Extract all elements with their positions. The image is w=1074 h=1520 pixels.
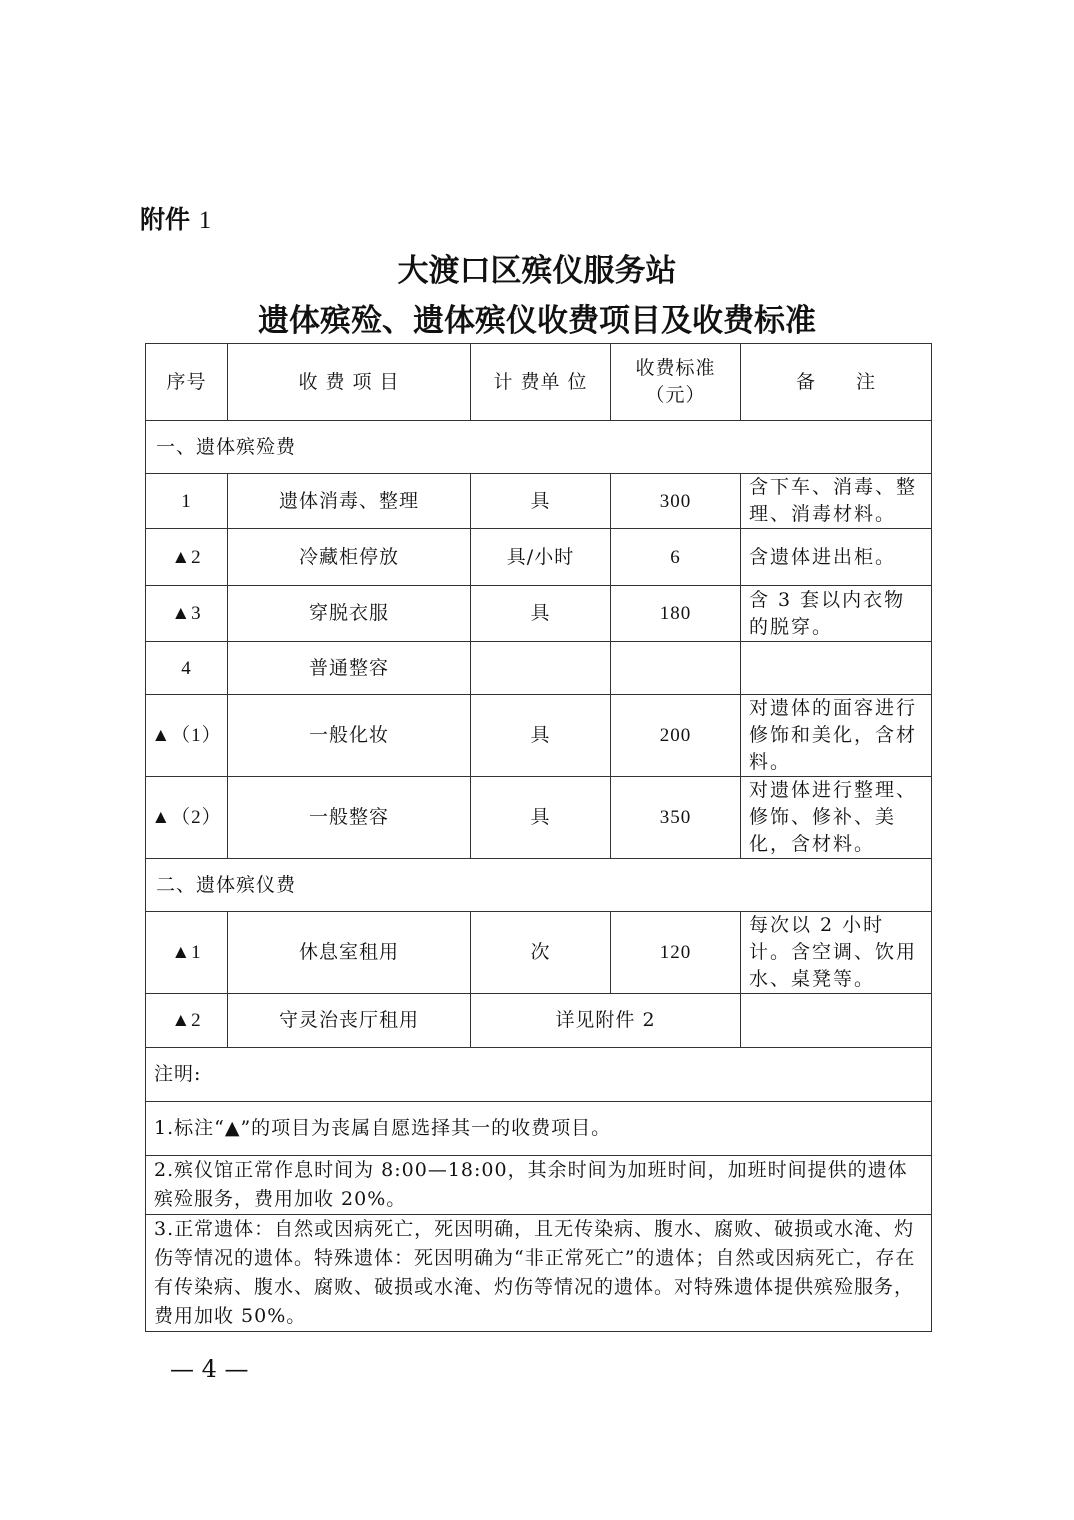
cell-no: ▲（2） [146,777,228,859]
section-heading: 二、遗体殡仪费 [146,859,932,912]
header-unit: 计 费单 位 [471,344,611,421]
cell-unit: 具 [471,695,611,777]
cell-price: 350 [611,777,741,859]
cell-unit: 具 [471,474,611,529]
attachment-label [140,200,211,236]
section-heading: 一、遗体殡殓费 [146,421,932,474]
cell-no: 4 [146,642,228,695]
note-1: 1.标注“▲”的项目为丧属自愿选择其一的收费项目。 [146,1102,932,1156]
cell-unit [471,642,611,695]
cell-price [611,642,741,695]
cell-remark [741,642,932,695]
header-remark: 备 注 [741,344,932,421]
table-row [146,642,932,695]
title-line-1: 大渡口区殡仪服务站 [397,253,677,289]
attachment-number: 1 [198,207,212,234]
header-item: 收 费 项 目 [228,344,471,421]
cell-price: 6 [611,529,741,586]
table-row [146,777,932,859]
table-row [146,912,932,994]
cell-remark: 含下车、消毒、整理、消毒材料。 [741,474,932,529]
notes-label: 注明: [146,1048,932,1102]
cell-item: 穿脱衣服 [228,586,471,642]
table-row [146,474,932,529]
cell-item: 一般整容 [228,777,471,859]
note-3: 3.正常遗体：自然或因病死亡，死因明确，且无传染病、腹水、腐败、破损或水淹、灼伤等情况的遗体。特殊遗体：死因明确为“非正常死亡”的遗体；自然或因病死亡，存在有传染病、腹水、腐败、破损或水淹、灼伤等情况的遗体。对特殊遗体提供殡殓服务，费用加收 50%。 [146,1215,932,1332]
cell-unit: 具 [471,586,611,642]
cell-remark: 对遗体的面容进行修饰和美化，含材料。 [741,695,932,777]
cell-unit: 具 [471,777,611,859]
cell-item: 普通整容 [228,642,471,695]
table-row [146,994,932,1048]
attachment-text: 附件 [140,205,191,234]
cell-remark [741,994,932,1048]
table-row [146,529,932,586]
cell-unit-price: 详见附件 2 [471,994,741,1048]
fee-table [145,343,932,1332]
cell-item: 守灵治丧厅租用 [228,994,471,1048]
cell-remark: 对遗体进行整理、修饰、修补、美化，含材料。 [741,777,932,859]
header-row [146,344,932,421]
table-row [146,695,932,777]
header-price-1: 收费标准 [635,357,716,379]
cell-remark: 含 3 套以内衣物的脱穿。 [741,586,932,642]
cell-price: 200 [611,695,741,777]
cell-item: 一般化妆 [228,695,471,777]
note-2: 2.殡仪馆正常作息时间为 8:00—18:00，其余时间为加班时间，加班时间提供的遗体殡殓服务，费用加收 20%。 [146,1156,932,1215]
table-row [146,586,932,642]
cell-remark: 含遗体进出柜。 [741,529,932,586]
cell-no: ▲1 [146,912,228,994]
page-number: — 4 — [170,1355,249,1383]
header-price-2: （元） [645,384,706,406]
header-no: 序号 [146,344,228,421]
cell-no: ▲2 [146,529,228,586]
cell-no: 1 [146,474,228,529]
cell-no: ▲2 [146,994,228,1048]
title-line-2: 遗体殡殓、遗体殡仪收费项目及收费标准 [258,303,816,339]
cell-item: 冷藏柜停放 [228,529,471,586]
cell-item: 遗体消毒、整理 [228,474,471,529]
cell-no: ▲（1） [146,695,228,777]
cell-remark: 每次以 2 小时计。含空调、饮用水、桌凳等。 [741,912,932,994]
cell-unit: 次 [471,912,611,994]
cell-item: 休息室租用 [228,912,471,994]
cell-no: ▲3 [146,586,228,642]
cell-price: 300 [611,474,741,529]
cell-price: 180 [611,586,741,642]
cell-unit: 具/小时 [471,529,611,586]
cell-price: 120 [611,912,741,994]
header-price [611,344,741,421]
